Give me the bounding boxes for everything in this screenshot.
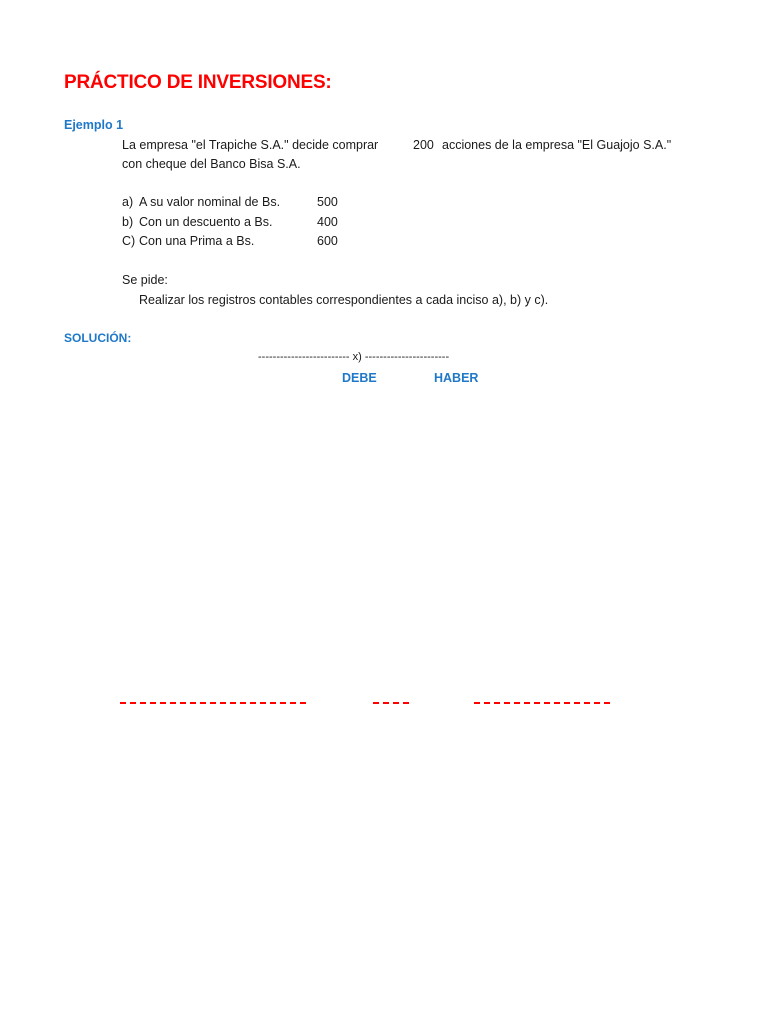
account-name-blank (120, 702, 306, 704)
debit-amount-blank (373, 702, 409, 704)
case-a-value: 500 (317, 195, 338, 209)
case-b-label: Con un descuento a Bs. (139, 215, 273, 229)
case-b-value: 400 (317, 215, 338, 229)
debit-column-header: DEBE (342, 371, 377, 385)
statement-part1: La empresa "el Trapiche S.A." decide comprar (122, 138, 379, 152)
entry-separator: ------------------------- x) ----------------------- (258, 351, 450, 363)
credit-amount-blank (474, 702, 610, 704)
case-a-letter: a) (122, 195, 134, 209)
share-quantity: 200 (413, 138, 434, 152)
page-title: PRÁCTICO DE INVERSIONES: (64, 72, 332, 93)
case-b-letter: b) (122, 215, 134, 229)
request-label: Se pide: (122, 273, 168, 287)
statement-line2: con cheque del Banco Bisa S.A. (122, 157, 301, 171)
statement-part2: acciones de la empresa "El Guajojo S.A." (442, 138, 672, 152)
case-c-letter: C) (122, 234, 136, 248)
solution-heading: SOLUCIÓN: (64, 331, 132, 345)
request-text: Realizar los registros contables correspondientes a cada inciso a), b) y c). (139, 293, 549, 307)
case-c-value: 600 (317, 234, 338, 248)
case-c-label: Con una Prima a Bs. (139, 234, 255, 248)
case-a-label: A su valor nominal de Bs. (139, 195, 281, 209)
credit-column-header: HABER (434, 371, 479, 385)
example-heading: Ejemplo 1 (64, 118, 124, 132)
